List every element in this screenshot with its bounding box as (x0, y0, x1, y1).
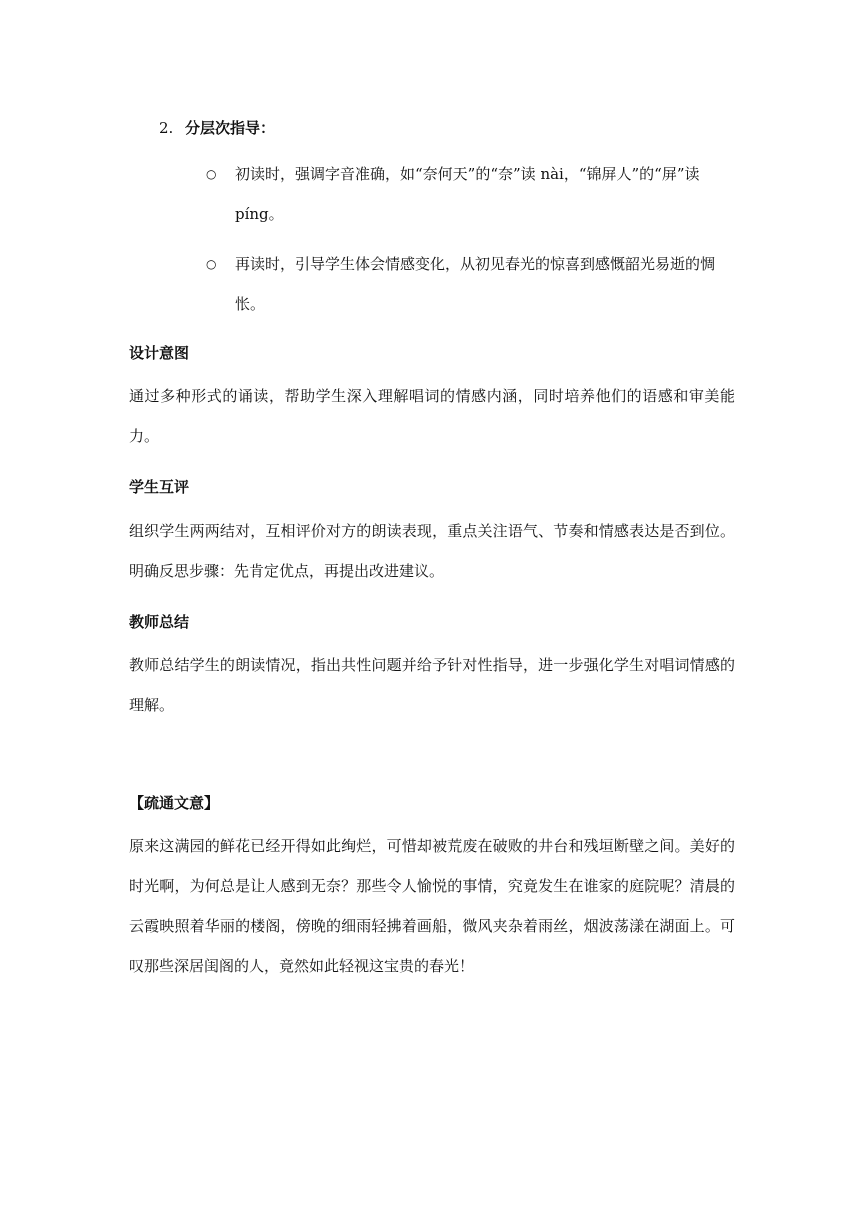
section-heading-teacher-summary: 教师总结 (129, 613, 190, 631)
hollow-circle-bullet-icon: ○ (206, 167, 217, 181)
section-paragraph: 教师总结学生的朗读情况，指出共性问题并给予针对性指导，进一步强化学生对唱词情感的理解。 (129, 656, 735, 714)
sub-list-item (206, 154, 734, 234)
section-heading-peer-review: 学生互评 (129, 478, 190, 496)
section-paragraph: 原来这满园的鲜花已经开得如此绚烂，可惜却被荒废在破败的井台和残垣断壁之间。美好的时光啊，为何总是让人感到无奈？那些令人愉悦的事情，究竟发生在谁家的庭院呢？清晨的云霞映照着华丽的楼阁，傍晚的细雨轻拂着画船，微风夹杂着雨丝，烟波荡漾在湖面上。可叹那些深居闺阁的人，竟然如此轻视这宝贵的春光！ (129, 837, 735, 975)
sub-list-item-text: 初读时，强调字音准确，如“奈何天”的“奈”读 nài，“锦屏人”的“屏”读 píng。 (235, 165, 700, 223)
section-heading-design-intent: 设计意图 (129, 344, 190, 362)
list-number: 2. (159, 119, 174, 137)
section-heading-text-meaning: 【疏通文意】 (129, 794, 220, 812)
sub-list-item-text: 再读时，引导学生体会情感变化，从初见春光的惊喜到感慨韶光易逝的惆怅。 (235, 255, 716, 313)
sub-list-item (206, 244, 734, 324)
list-item-title: 分层次指导： (185, 119, 276, 137)
hollow-circle-bullet-icon: ○ (206, 257, 217, 271)
section-paragraph: 通过多种形式的诵读，帮助学生深入理解唱词的情感内涵，同时培养他们的语感和审美能力。 (129, 387, 735, 445)
ordered-list-item (159, 116, 275, 140)
section-paragraph: 组织学生两两结对，互相评价对方的朗读表现，重点关注语气、节奏和情感表达是否到位。明确反思步骤：先肯定优点，再提出改进建议。 (129, 522, 735, 580)
